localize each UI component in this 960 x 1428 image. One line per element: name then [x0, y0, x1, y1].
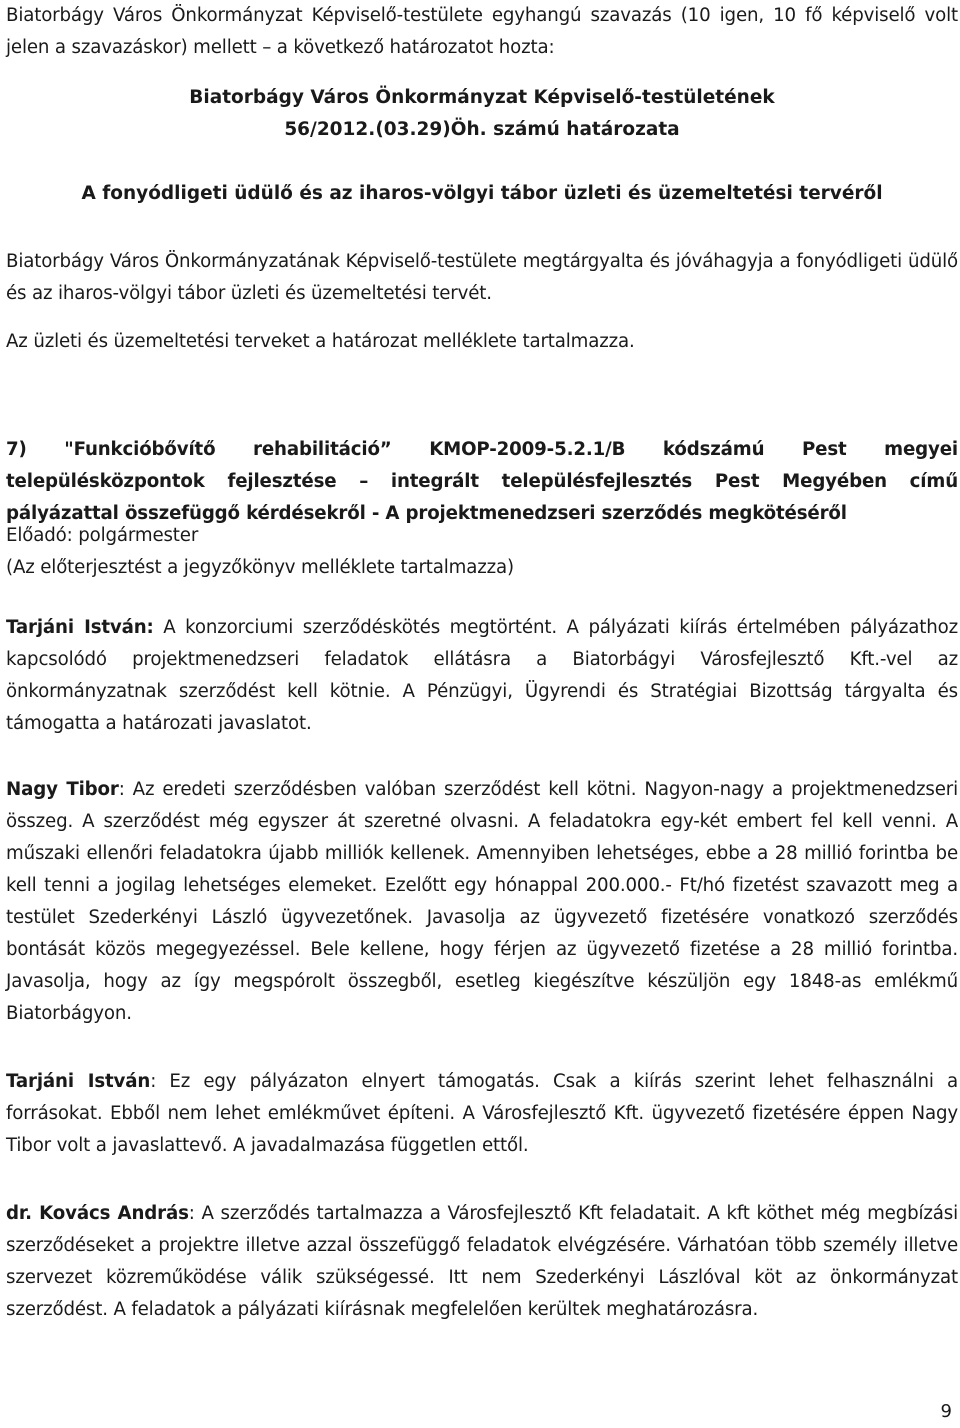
intro-paragraph: Biatorbágy Város Önkormányzat Képviselő-testülete egyhangú szavazás (10 igen, 10 fő képviselő volt jelen a szavazáskor) mellett – a következő határozatot hozta:: [6, 5, 958, 58]
speech-text: : Az eredeti szerződésben valóban szerződést kell kötni. Nagyon-nagy a projektmenedzseri összeg. A szerződést még egyszer át szeretné olvasni. A feladatokra egy-két embert fel kell venni. A műszaki ellenőri feladatokra újabb milliók kellenek. Amennyiben lehetséges, ebbe a 28 millió forintba be kell tenni a jogilag lehetséges elemeket. Ezelőtt egy hónappal 200.000.- Ft/hó fizetést szavazott meg a testület Szederkényi László ügyvezetőnek. Javasolja az ügyvezető fizetésére vonatkozó szerződés bontását közös megegyezéssel. Bele kellene, hogy férjen az ügyvezető fizetése a 28 millió forintba. Javasolja, hogy az így megspórolt összegből, esetleg kiegészítve készüljön egy 1848-as emlékmű Biatorbágyon.: [6, 779, 958, 1024]
resolution-attachment-note: Az üzleti és üzemeltetési terveket a határozat melléklete tartalmazza.: [6, 331, 635, 352]
speaker-name: Nagy Tibor: [6, 779, 119, 800]
agenda-attachment-note: (Az előterjesztést a jegyzőkönyv melléklete tartalmazza): [6, 557, 514, 578]
agenda-presenter: Előadó: polgármester: [6, 525, 199, 546]
resolution-title-line2: 56/2012.(03.29)Öh. számú határozata: [284, 119, 680, 140]
resolution-subject: A fonyódligeti üdülő és az iharos-völgyi tábor üzleti és üzemeltetési tervéről: [81, 183, 883, 204]
speaker-name: Tarjáni István: [6, 1071, 151, 1092]
speech-paragraph: [6, 774, 958, 1030]
speech-text: A konzorciumi szerződéskötés megtörtént. A pályázati kiírás értelmében pályázathoz kapcsolódó projektmenedzseri feladatok ellátásra a Biatorbágyi Városfejlesztő Kft.-vel az önkormányzatnak szerződést kell kötnie. A Pénzügyi, Ügyrendi és Stratégiai Bizottság tárgyalta és támogatta a határozati javaslatot.: [6, 617, 958, 734]
resolution-body: Biatorbágy Város Önkormányzatának Képviselő-testülete megtárgyalta és jóváhagyja a fonyódligeti üdülő és az iharos-völgyi tábor üzleti és üzemeltetési tervét.: [6, 251, 958, 304]
page-number: 9: [940, 1401, 952, 1422]
speech-paragraph: [6, 612, 958, 740]
speech-text: : A szerződés tartalmazza a Városfejlesztő Kft feladatait. A kft köthet még megbízási szerződéseket a projektre illetve azzal összefüggő feladatok elvégzésére. Várhatóan több személy illetve szervezet közreműködése válik szükségessé. Itt nem Szederkényi Lászlóval köt az önkormányzat szerződést. A feladatok a pályázati kiírásnak megfelelően kerültek meghatározásra.: [6, 1203, 959, 1320]
speaker-name: dr. Kovács András: [6, 1203, 189, 1224]
speaker-name: Tarjáni István:: [6, 617, 154, 638]
speech-paragraph: [6, 1198, 958, 1326]
resolution-title-line1: Biatorbágy Város Önkormányzat Képviselő-testületének: [189, 87, 775, 108]
agenda-item-title: 7) "Funkcióbővítő rehabilitáció” KMOP-2009-5.2.1/B kódszámú Pest megyei településközpontok fejlesztése – integrált településfejlesztés Pest Megyében című pályázattal összefüggő kérdésekről - A projektmenedzseri szerződés megkötéséről: [6, 439, 958, 524]
speech-text: : Ez egy pályázaton elnyert támogatás. Csak a kiírás szerint lehet felhasználni a forrásokat. Ebből nem lehet emlékművet építeni. A Városfejlesztő Kft. ügyvezető fizetésére éppen Nagy Tibor volt a javaslattevő. A javadalmazása független ettől.: [6, 1071, 958, 1156]
speech-paragraph: [6, 1066, 958, 1162]
